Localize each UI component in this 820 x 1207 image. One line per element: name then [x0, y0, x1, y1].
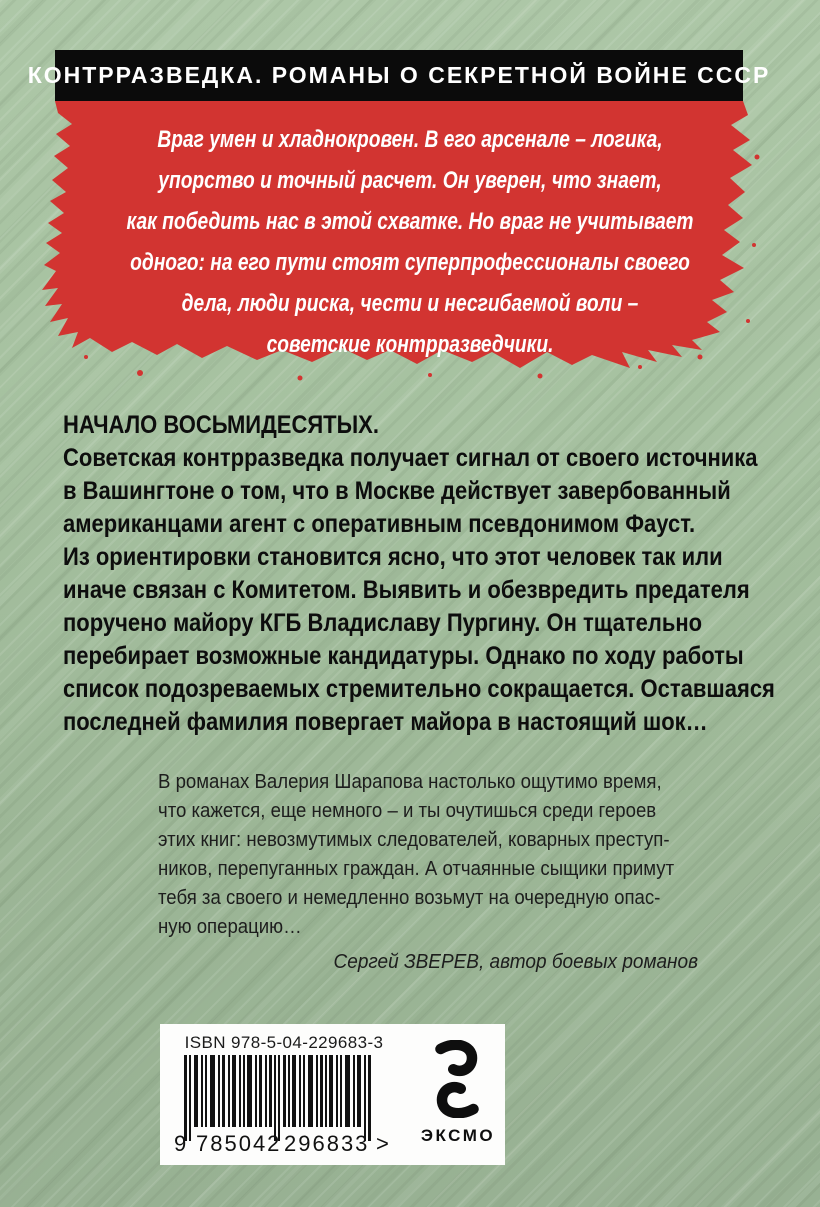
- review-line: этих книг: невозмутимых следователей, коварных преступ-: [158, 829, 670, 851]
- annotation-line: перебирает возможные кандидатуры. Однако по ходу работы: [63, 642, 744, 670]
- annotation-line: иначе связан с Комитетом. Выявить и обезвредить предателя: [63, 576, 750, 604]
- annotation-line: Из ориентировки становится ясно, что этот человек так или: [63, 543, 723, 571]
- review-line: что кажется, еще немного – и ты очутишься среди героев: [158, 800, 657, 822]
- series-banner: [27, 50, 771, 101]
- review-signature: Сергей ЗВЕРЕВ, автор боевых романов: [333, 951, 698, 973]
- tagline-line: советские контрразведчики.: [266, 331, 554, 358]
- tagline-line: дела, люди риска, чести и несгибаемой воли –: [181, 290, 639, 317]
- barcode-digit-group: 9: [174, 1131, 187, 1156]
- tagline-line: одного: на его пути стоят суперпрофессионалы своего: [130, 249, 690, 276]
- review-quote: [158, 768, 698, 977]
- review-line: ную операцию…: [158, 916, 302, 938]
- review-line: В романах Валерия Шарапова настолько ощутимо время,: [158, 771, 662, 793]
- tagline-line: упорство и точный расчет. Он уверен, что знает,: [158, 167, 662, 194]
- eksmo-logo-icon: [430, 1040, 484, 1118]
- review-line: тебя за своего и немедленно возьмут на очередную опас-: [158, 887, 661, 909]
- annotation-heading: НАЧАЛО ВОСЬМИДЕСЯТЫХ.: [63, 411, 379, 439]
- annotation-text: [63, 409, 803, 739]
- barcode-digit-group: 785042: [196, 1131, 282, 1156]
- annotation-line: в Вашингтоне о том, что в Москве действует завербованный: [63, 477, 731, 505]
- publisher-logo: [410, 1034, 506, 1156]
- annotation-line: последней фамилия повергает майора в настоящий шок…: [63, 708, 708, 736]
- tagline-quote: [40, 119, 780, 365]
- review-line: ников, перепуганных граждан. А отчаянные сыщики примут: [158, 858, 675, 880]
- barcode-panel: [160, 1024, 505, 1165]
- tagline-line: как победить нас в этой схватке. Но враг не учитывает: [126, 208, 694, 235]
- annotation-line: поручено майору КГБ Владиславу Пургину. Он тщательно: [63, 609, 703, 637]
- barcode-digit-group: 296833: [284, 1131, 370, 1156]
- ean13-barcode: [174, 1055, 392, 1157]
- publisher-name: ЭКСМО: [420, 1126, 496, 1145]
- series-banner-text: КОНТРРАЗВЕДКА. РОМАНЫ О СЕКРЕТНОЙ ВОЙНЕ СССР: [27, 62, 771, 88]
- barcode-digit-group: >: [376, 1131, 389, 1156]
- tagline-line: Враг умен и хладнокровен. В его арсенале – логика,: [157, 126, 663, 153]
- isbn-label: ISBN 978-5-04-229683-3: [184, 1033, 384, 1052]
- annotation-line: Советская контрразведка получает сигнал от своего источника: [63, 444, 758, 472]
- annotation-line: американцами агент с оперативным псевдонимом Фауст.: [63, 510, 696, 538]
- annotation-line: список подозреваемых стремительно сокращается. Оставшаяся: [63, 675, 775, 703]
